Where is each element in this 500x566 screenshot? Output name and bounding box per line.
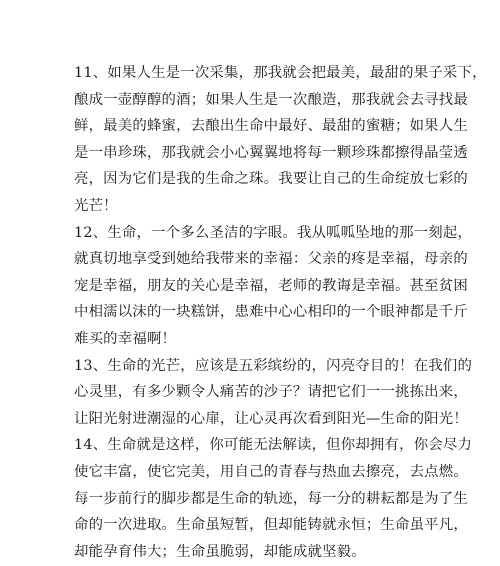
text-line: 使它丰富，使它完美，用自己的青春与热血去擦亮，去点燃。 <box>74 463 468 480</box>
text-line: 就真切地享受到她给我带来的幸福：父亲的疼是幸福，母亲的 <box>74 251 468 268</box>
text-line: 宠是幸福，朋友的关心是幸福，老师的教诲是幸福。甚至贫困 <box>74 277 468 294</box>
paragraph-14 <box>74 432 473 565</box>
text-line: 命的一次进取。生命虽短暂，但却能铸就永恒；生命虽平凡， <box>74 517 468 534</box>
text-line: 14、生命就是这样，你可能无法解读，但你却拥有，你会尽力 <box>74 437 473 454</box>
text-line: 13、生命的光芒，应该是五彩缤纷的，闪亮夺目的！在我们的 <box>74 357 473 374</box>
text-line: 酿成一壶醇醇的酒；如果人生是一次酿造，那我就会去寻找最 <box>74 91 468 108</box>
article-body <box>74 60 487 565</box>
text-line: 却能孕育伟大；生命虽脆弱，却能成就坚毅。 <box>74 543 366 560</box>
text-line: 光芒！ <box>74 197 118 214</box>
paragraph-12 <box>74 220 473 353</box>
text-line: 难买的幸福啊！ <box>74 330 177 347</box>
text-line: 鲜，最美的蜂蜜，去酿出生命中最好、最甜的蜜糖；如果人生 <box>74 118 468 135</box>
text-line: 每一步前行的脚步都是生命的轨迹，每一分的耕耘都是为了生 <box>74 490 468 507</box>
text-line: 12、生命，一个多么圣洁的字眼。我从呱呱坠地的那一刻起， <box>74 224 473 241</box>
paragraph-13 <box>74 353 473 433</box>
text-line: 是一串珍珠，那我就会小心翼翼地将每一颗珍珠都擦得晶莹透 <box>74 144 468 161</box>
paragraph-11 <box>74 60 487 220</box>
text-line: 心灵里，有多少颗令人痛苦的沙子？请把它们一一挑拣出来， <box>74 384 468 401</box>
text-line: 让阳光射进潮湿的心扉，让心灵再次看到阳光—生命的阳光！ <box>74 410 468 427</box>
text-line: 中相濡以沫的一块糕饼，患难中心心相印的一个眼神都是千斤 <box>74 304 468 321</box>
text-line: 亮，因为它们是我的生命之珠。我要让自己的生命绽放七彩的 <box>74 171 468 188</box>
text-line: 11、如果人生是一次采集，那我就会把最美，最甜的果子采下， <box>74 65 487 81</box>
